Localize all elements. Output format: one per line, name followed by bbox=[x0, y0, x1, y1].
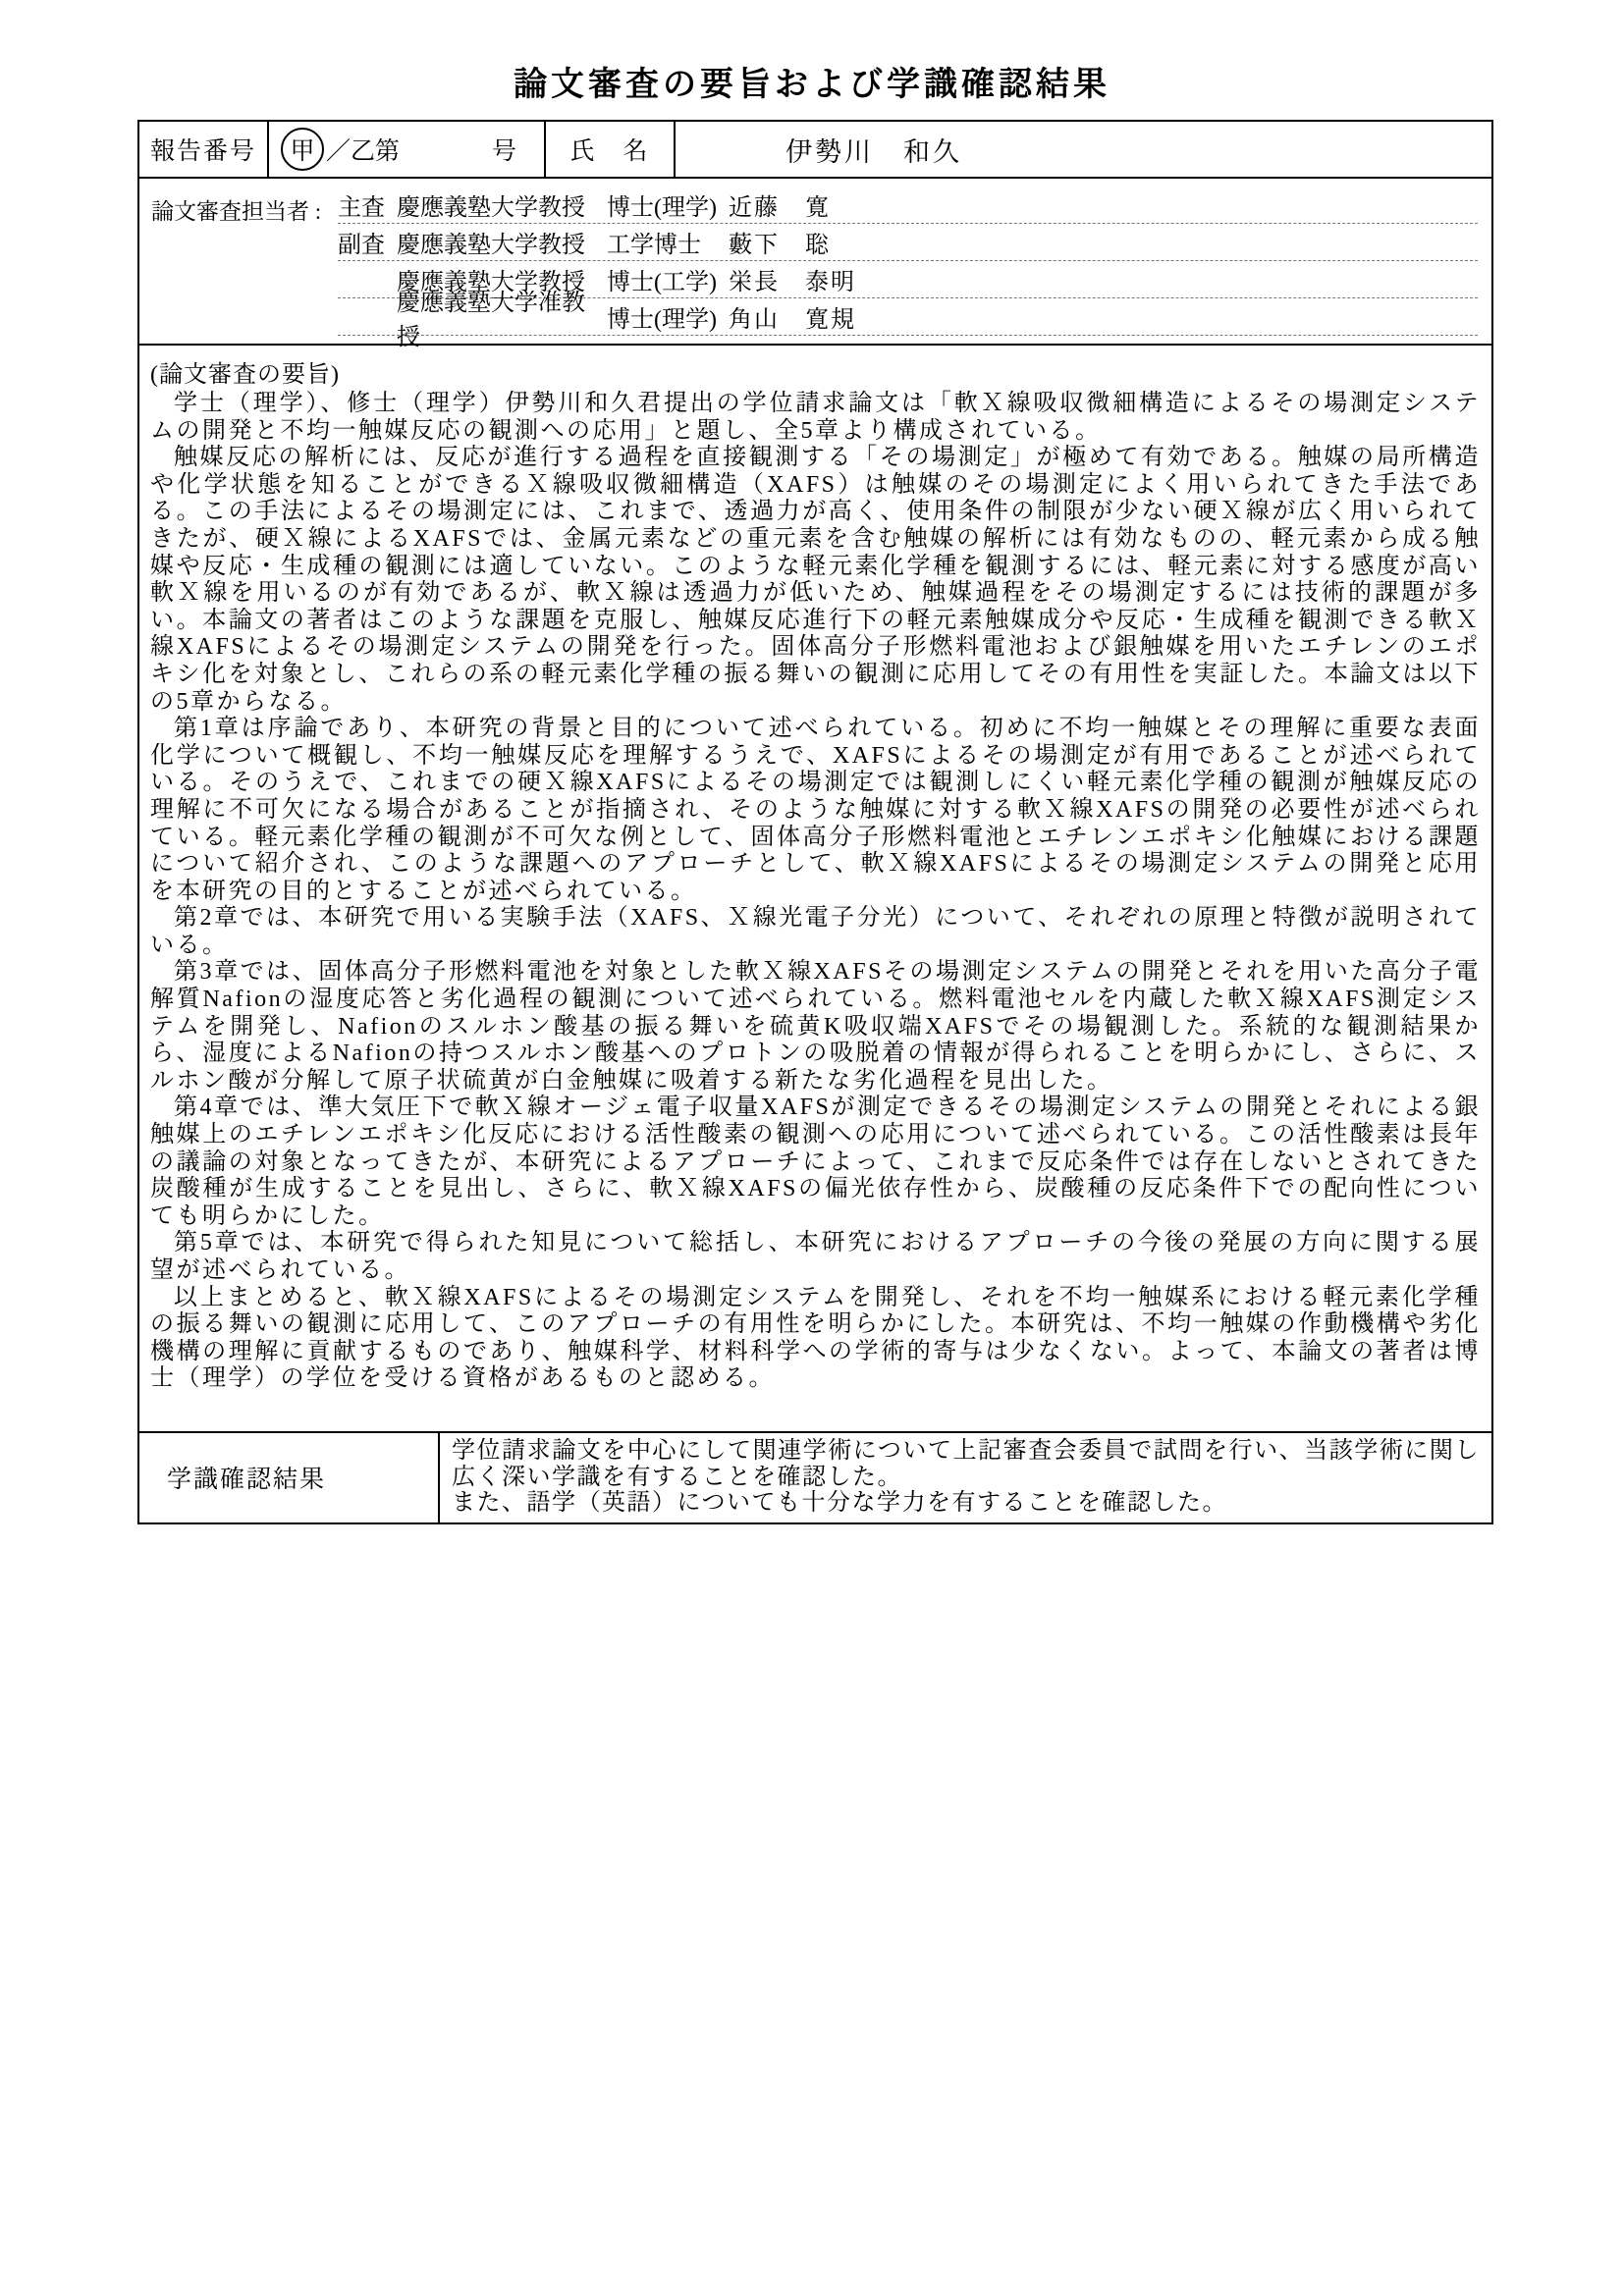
reviewer-name: 角山 寛規 bbox=[729, 307, 856, 333]
reviewer-affiliation: 慶應義塾大学教授 bbox=[397, 195, 585, 221]
reviewer-degree: 博士(工学) bbox=[607, 270, 717, 295]
confirmation-text bbox=[440, 1433, 1491, 1522]
report-number-cell bbox=[269, 122, 546, 177]
reviewers-section bbox=[139, 179, 1491, 350]
header-row bbox=[139, 122, 1491, 179]
review-summary-paragraph: 学士（理学）、修士（理学）伊勢川和久君提出の学位請求論文は「軟Ｘ線吸収微細構造によるその場測定システムの開発と不均一触媒反応の観測への応用」と題し、全5章より構成されている。 bbox=[150, 391, 1481, 444]
review-summary-paragraph: 第1章は序論であり、本研究の背景と目的について述べられている。初めに不均一触媒とその理解に重要な表面化学について概観し、不均一触媒反応を理解するうえで、XAFSによるその場測定が有用であることが述べられている。そのうえで、これまでの硬Ｘ線XAFSによるその場測定では観測しにくい軽元素化学種の観測が触媒反応の理解に不可欠になる場合があることが指摘され、そのような触媒に対する軟Ｘ線XAFSの開発の必要性が述べられている。軽元素化学種の観測が不可欠な例として、固体高分子形燃料電池とエチレンエポキシ化触媒における課題について紹介され、このような課題へのアプローチとして、軟Ｘ線XAFSによるその場測定システムの開発と応用を本研究の目的とすることが述べられている。 bbox=[150, 716, 1481, 904]
page-title: 論文審査の要旨および学識確認結果 bbox=[514, 67, 1110, 103]
reviewer-name: 藪下 聡 bbox=[729, 233, 831, 258]
reviewer-degree: 博士(理学) bbox=[607, 195, 717, 221]
name-label: 氏 名 bbox=[546, 122, 676, 177]
reviewer-row bbox=[338, 224, 1478, 261]
confirmation-section bbox=[139, 1433, 1491, 1522]
review-summary-paragraph: 第4章では、準大気圧下で軟Ｘ線オージェ電子収量XAFSが測定できるその場測定システムの開発とそれによる銀触媒上のエチレンエポキシ化反応における活性酸素の観測への応用について述べられている。この活性酸素は長年の議論の対象となってきたが、本研究によるアプローチによって、これまで反応条件では存在しないとされてきた炭酸種が生成することを見出し、さらに、軟Ｘ線XAFSの偏光依存性から、炭酸種の反応条件下での配向性についても明らかにした。 bbox=[150, 1095, 1481, 1229]
reviewer-name: 近藤 寛 bbox=[729, 195, 831, 221]
report-number-label: 報告番号 bbox=[139, 122, 269, 177]
confirmation-label: 学識確認結果 bbox=[139, 1433, 440, 1522]
reviewer-name: 栄長 泰明 bbox=[729, 270, 856, 295]
reviewers-rows bbox=[338, 187, 1478, 350]
otsu-dai-text: ／乙第 bbox=[326, 138, 401, 165]
review-summary-paragraph: 触媒反応の解析には、反応が進行する過程を直接観測する「その場測定」が極めて有効である。触媒の局所構造や化学状態を知ることができるＸ線吸収微細構造（XAFS）は触媒のその場測定によく用いられてきた手法である。この手法によるその場測定には、これまで、透過力が高く、使用条件の制限が少ない硬Ｘ線が広く用いられてきたが、硬Ｘ線によるXAFSでは、金属元素などの重元素を含む触媒の解析には有効なものの、軽元素から成る触媒や反応・生成種の観測には適していない。このような軽元素化学種を観測するには、軽元素に対する感度が高い軟Ｘ線を用いるのが有効であるが、軟Ｘ線は透過力が低いため、触媒過程をその場測定するには技術的課題が多い。本論文の著者はこのような課題を克服し、触媒反応進行下の軽元素触媒成分や反応・生成種を観測できる軟Ｘ線XAFSによるその場測定システムの開発を行った。固体高分子形燃料電池および銀触媒を用いたエチレンのエポキシ化を対象とし、これらの系の軽元素化学種の振る舞いの観測に応用してその有用性を実証した。本論文は以下の5章からなる。 bbox=[150, 445, 1481, 715]
review-summary-paragraph: 第5章では、本研究で得られた知見について総括し、本研究におけるアプローチの今後の発展の方向に関する展望が述べられている。 bbox=[150, 1230, 1481, 1283]
reviewer-role: 副査 bbox=[338, 233, 385, 258]
reviewer-affiliation: 慶應義塾大学准教授 bbox=[397, 290, 585, 350]
review-summary-paragraph: 以上まとめると、軟Ｘ線XAFSによるその場測定システムを開発し、それを不均一触媒系における軽元素化学種の振る舞いの観測に応用して、このアプローチの有用性を明らかにした。本研究は、不均一触媒の作動機構や劣化機構の理解に貢献するものであり、触媒科学、材料科学への学術的寄与は少なくない。よって、本論文の著者は博士（理学）の学位を受ける資格があるものと認める。 bbox=[150, 1284, 1481, 1392]
review-summary-paragraph: 第3章では、固体高分子形燃料電池を対象とした軟Ｘ線XAFSその場測定システムの開発とそれを用いた高分子電解質Nafionの湿度応答と劣化過程の観測について述べられている。燃料電池セルを内蔵した軟Ｘ線XAFS測定システムを開発し、Nafionのスルホン酸基の振る舞いを硫黄K吸収端XAFSでその場観測した。系統的な観測結果から、湿度によるNafionの持つスルホン酸基へのプロトンの吸脱着の情報が得られることを明らかにし、さらに、スルホン酸が分解して原子状硫黄が白金触媒に吸着する新たな劣化過程を見出した。 bbox=[150, 959, 1481, 1094]
document-frame bbox=[137, 120, 1493, 1524]
reviewer-affiliation: 慶應義塾大学教授 bbox=[397, 270, 585, 295]
confirmation-line: また、語学（英語）についても十分な学力を有することを確認した。 bbox=[452, 1490, 1228, 1516]
reviewer-role: 主査 bbox=[338, 195, 385, 221]
reviewer-row bbox=[338, 290, 1478, 350]
review-summary-paragraphs bbox=[150, 391, 1481, 1393]
review-summary-heading: (論文審査の要旨) bbox=[150, 362, 340, 388]
reviewers-label: 論文審査担当者 : bbox=[151, 199, 322, 224]
reviewer-degree: 工学博士 bbox=[607, 233, 701, 258]
reviewer-affiliation: 慶應義塾大学教授 bbox=[397, 233, 585, 258]
review-summary-paragraph: 第2章では、本研究で用いる実験手法（XAFS、Ｘ線光電子分光）について、それぞれの原理と特徴が説明されている。 bbox=[150, 905, 1481, 958]
reviewer-row bbox=[338, 187, 1478, 224]
review-summary-section bbox=[139, 346, 1491, 1433]
reviewer-degree: 博士(理学) bbox=[607, 307, 717, 333]
go-text: 号 bbox=[491, 138, 516, 165]
kou-circled-mark: 甲 bbox=[281, 128, 324, 171]
name-value: 伊勢川 和久 bbox=[785, 136, 962, 167]
confirmation-line: 学位請求論文を中心にして関連学術について上記審査会委員で試問を行い、当該学術に関し広く深い学識を有することを確認した。 bbox=[452, 1438, 1480, 1490]
